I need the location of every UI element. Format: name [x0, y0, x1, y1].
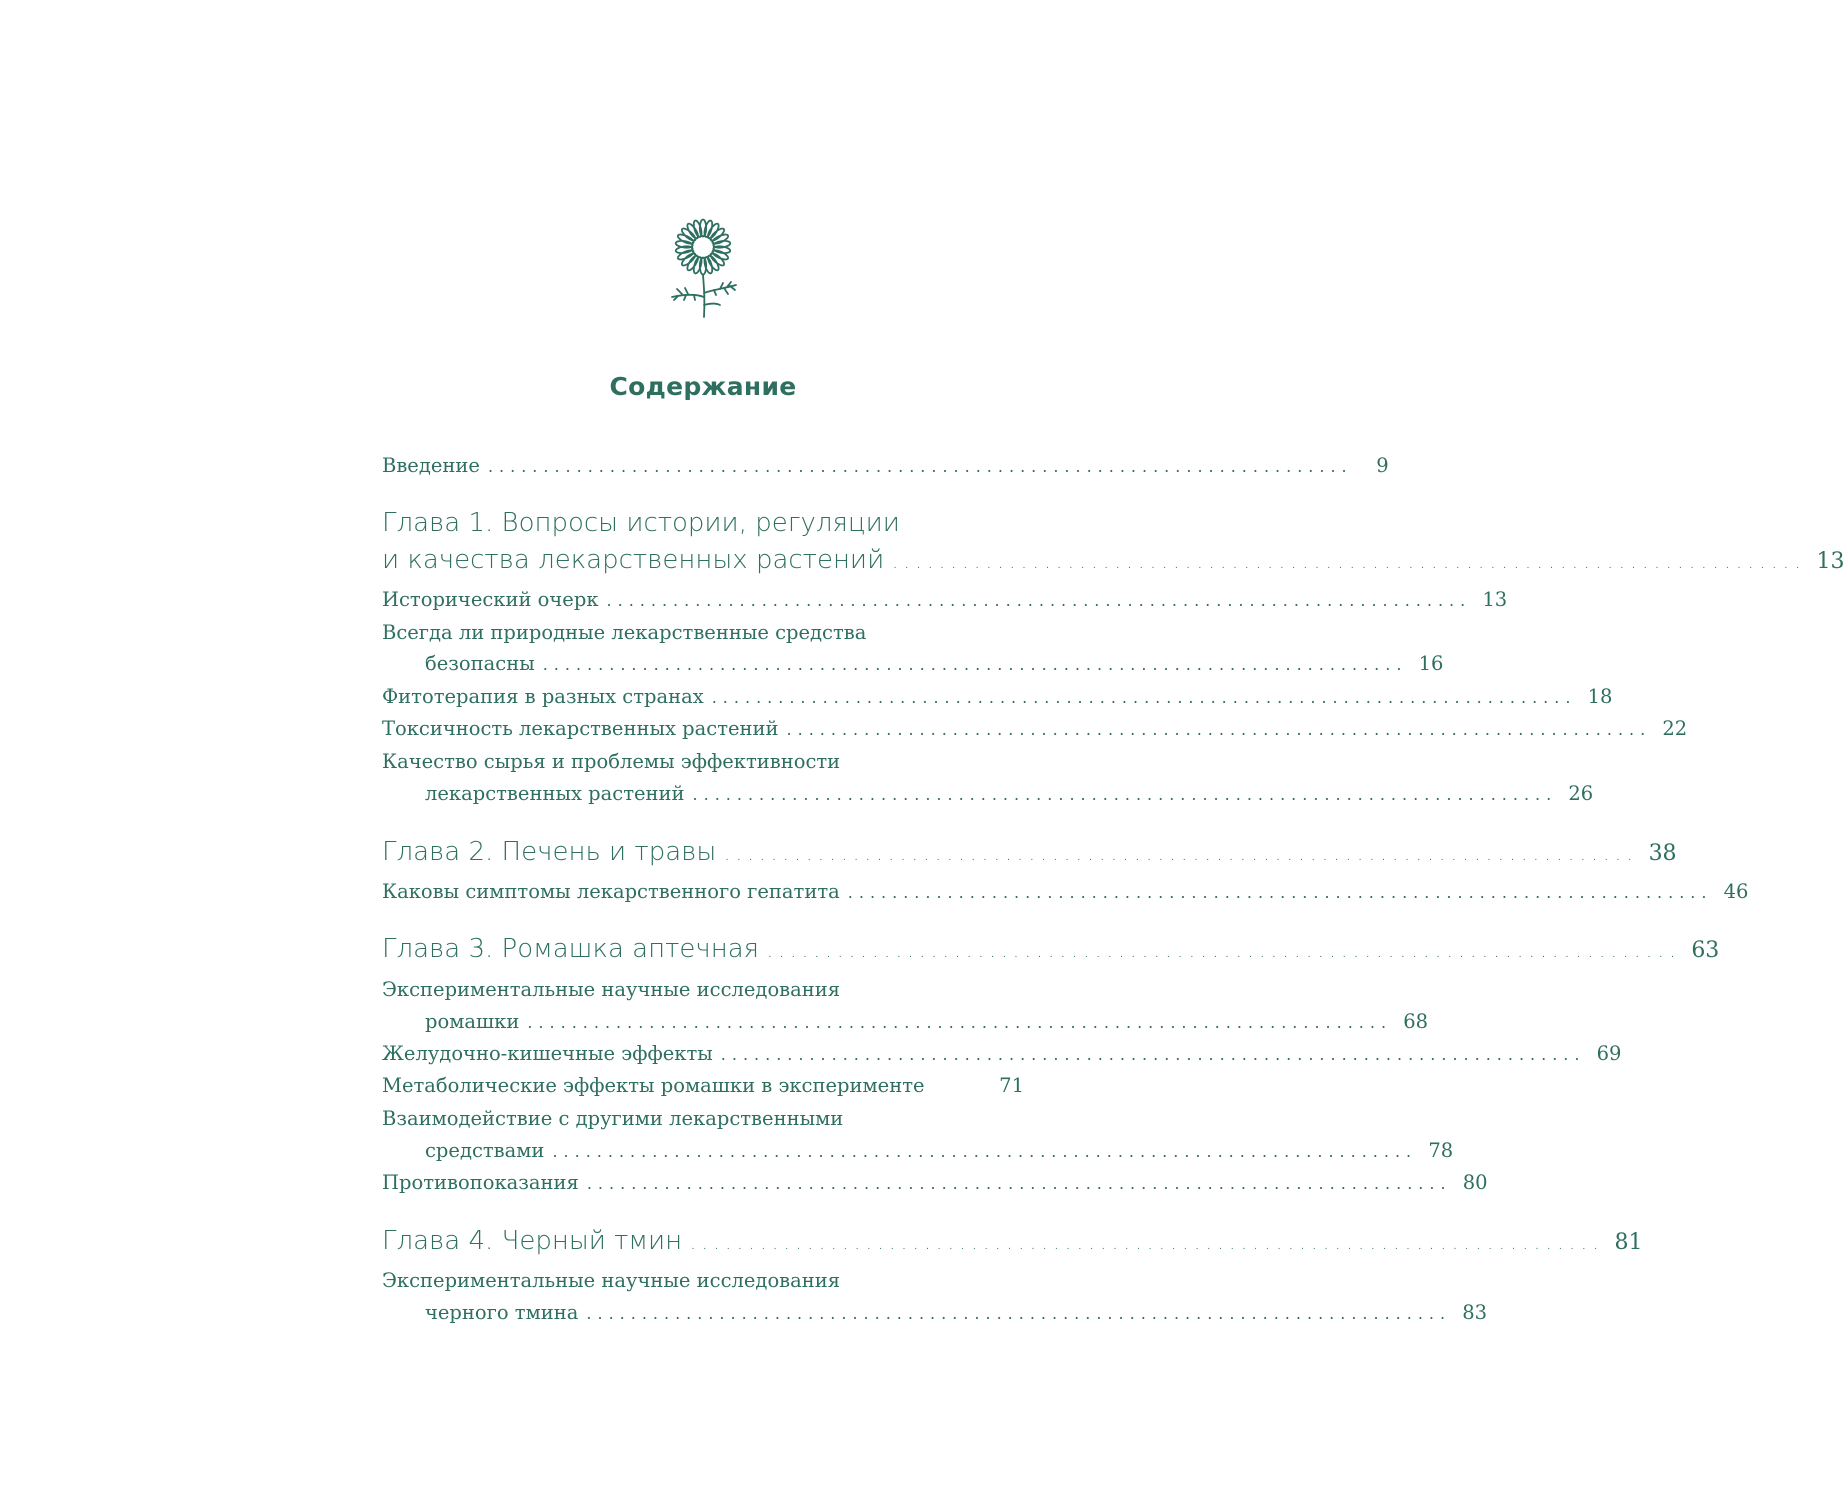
toc-entry-label: безопасны [425, 652, 535, 675]
dot-leader: .............................................................................. [586, 1174, 1452, 1193]
dot-leader: .............................................................................. [552, 1142, 1418, 1161]
toc-entry-label: Противопоказания [382, 1171, 579, 1194]
toc-entry-contraindications[interactable] [382, 1168, 1488, 1198]
toc-entry-label: Метаболические эффекты ромашки в эксперименте [382, 1074, 925, 1097]
toc-chapter-label: Глава 4. Черный тмин [382, 1226, 683, 1256]
toc-page-number: 22 [1662, 717, 1688, 740]
toc-entry-cumin-research-line-2[interactable] [382, 1298, 1488, 1328]
chamomile-flower-icon [664, 213, 742, 323]
toc-page-number: 26 [1568, 782, 1594, 805]
dot-leader: .............................................................................. [767, 941, 1682, 962]
toc-entry-chamomile-research-line-2[interactable] [382, 1007, 1429, 1037]
dot-leader: .............................................................................. [487, 457, 1353, 476]
toc-entry-label: Всегда ли природные лекарственные средства [382, 621, 867, 644]
dot-leader: .............................................................................. [720, 1045, 1586, 1064]
dot-leader: .............................................................................. [711, 688, 1577, 707]
toc-page-number: 78 [1428, 1139, 1454, 1162]
toc-chapter-label: и качества лекарственных растений [382, 545, 885, 575]
dot-leader: .............................................................................. [542, 655, 1408, 674]
toc-page-number: 69 [1596, 1042, 1622, 1065]
toc-chapter-1-line-2[interactable] [382, 541, 1845, 579]
dot-leader: .............................................................................. [527, 1013, 1393, 1032]
toc-chapter-1-line-1[interactable] [382, 504, 1024, 542]
toc-page-number: 9 [1376, 454, 1389, 477]
toc-entry-quality-line-1[interactable] [382, 747, 1024, 777]
toc-entry-quality-line-2[interactable] [382, 779, 1594, 809]
toc-entry-countries[interactable] [382, 682, 1613, 712]
toc-page-number: 16 [1418, 652, 1444, 675]
toc-page-number: 46 [1723, 880, 1749, 903]
dot-leader: .............................................................................. [847, 883, 1713, 902]
toc-page-number: 83 [1462, 1301, 1488, 1324]
toc-entry-toxicity[interactable] [382, 714, 1688, 744]
toc-entry-label: черного тмина [425, 1301, 579, 1324]
toc-entry-label: лекарственных растений [425, 782, 685, 805]
toc-entry-label: средствами [425, 1139, 545, 1162]
toc-chapter-label: Глава 3. Ромашка аптечная [382, 934, 760, 964]
toc-page-number: 18 [1587, 685, 1613, 708]
toc-page-number: 13 [1482, 588, 1508, 611]
toc-page-number: 80 [1462, 1171, 1488, 1194]
toc-chapter-label: Глава 2. Печень и травы [382, 837, 717, 867]
toc-chapter-2[interactable] [382, 833, 1677, 871]
toc-entry-label: Качество сырья и проблемы эффективности [382, 750, 841, 773]
dot-leader: .............................................................................. [724, 844, 1639, 865]
toc-entry-intro[interactable] [382, 451, 1389, 481]
toc-entry-label: Фитотерапия в разных странах [382, 685, 704, 708]
dot-leader: .............................................................................. [786, 720, 1652, 739]
toc-chapter-3[interactable] [382, 930, 1720, 968]
dot-leader: .............................................................................. [892, 552, 1807, 573]
toc-entry-safety-line-1[interactable] [382, 618, 1024, 648]
toc-entry-label: Взаимодействие с другими лекарственными [382, 1107, 844, 1130]
toc-chapter-4[interactable] [382, 1222, 1643, 1260]
toc-entry-label: Введение [382, 454, 480, 477]
toc-page-number: 63 [1691, 938, 1720, 963]
toc-entry-gastro[interactable] [382, 1039, 1622, 1069]
toc-entry-safety-line-2[interactable] [382, 649, 1444, 679]
toc-entry-label: Токсичность лекарственных растений [382, 717, 779, 740]
toc-chapter-label: Глава 1. Вопросы истории, регуляции [382, 508, 900, 538]
toc-entry-label: Желудочно-кишечные эффекты [382, 1042, 713, 1065]
contents-title: Содержание [609, 372, 797, 401]
toc-entry-hepatitis[interactable] [382, 877, 1749, 907]
toc-page-number: 38 [1648, 841, 1677, 866]
toc-entry-interaction-line-1[interactable] [382, 1104, 1024, 1134]
toc-page-number: 13 [1816, 549, 1845, 574]
toc-page-number: 68 [1403, 1010, 1429, 1033]
toc-entry-label: Экспериментальные научные исследования [382, 1269, 841, 1292]
dot-leader: .............................................................................. [606, 591, 1472, 610]
toc-entry-cumin-research-line-1[interactable] [382, 1266, 1024, 1296]
toc-entry-interaction-line-2[interactable] [382, 1136, 1454, 1166]
toc-entry-chamomile-research-line-1[interactable] [382, 975, 1024, 1005]
toc-page-number: 81 [1614, 1230, 1643, 1255]
toc-entry-label: Каковы симптомы лекарственного гепатита [382, 880, 840, 903]
toc-entry-metabolic[interactable] [382, 1071, 1024, 1101]
dot-leader: .............................................................................. [690, 1233, 1605, 1254]
toc-entry-label: ромашки [425, 1010, 520, 1033]
toc-page-number: 71 [999, 1074, 1024, 1097]
toc-entry-label: Экспериментальные научные исследования [382, 978, 841, 1001]
dot-leader: .............................................................................. [586, 1304, 1452, 1323]
dot-leader: .............................................................................. [692, 785, 1558, 804]
toc-entry-history[interactable] [382, 585, 1508, 615]
toc-entry-label: Исторический очерк [382, 588, 599, 611]
